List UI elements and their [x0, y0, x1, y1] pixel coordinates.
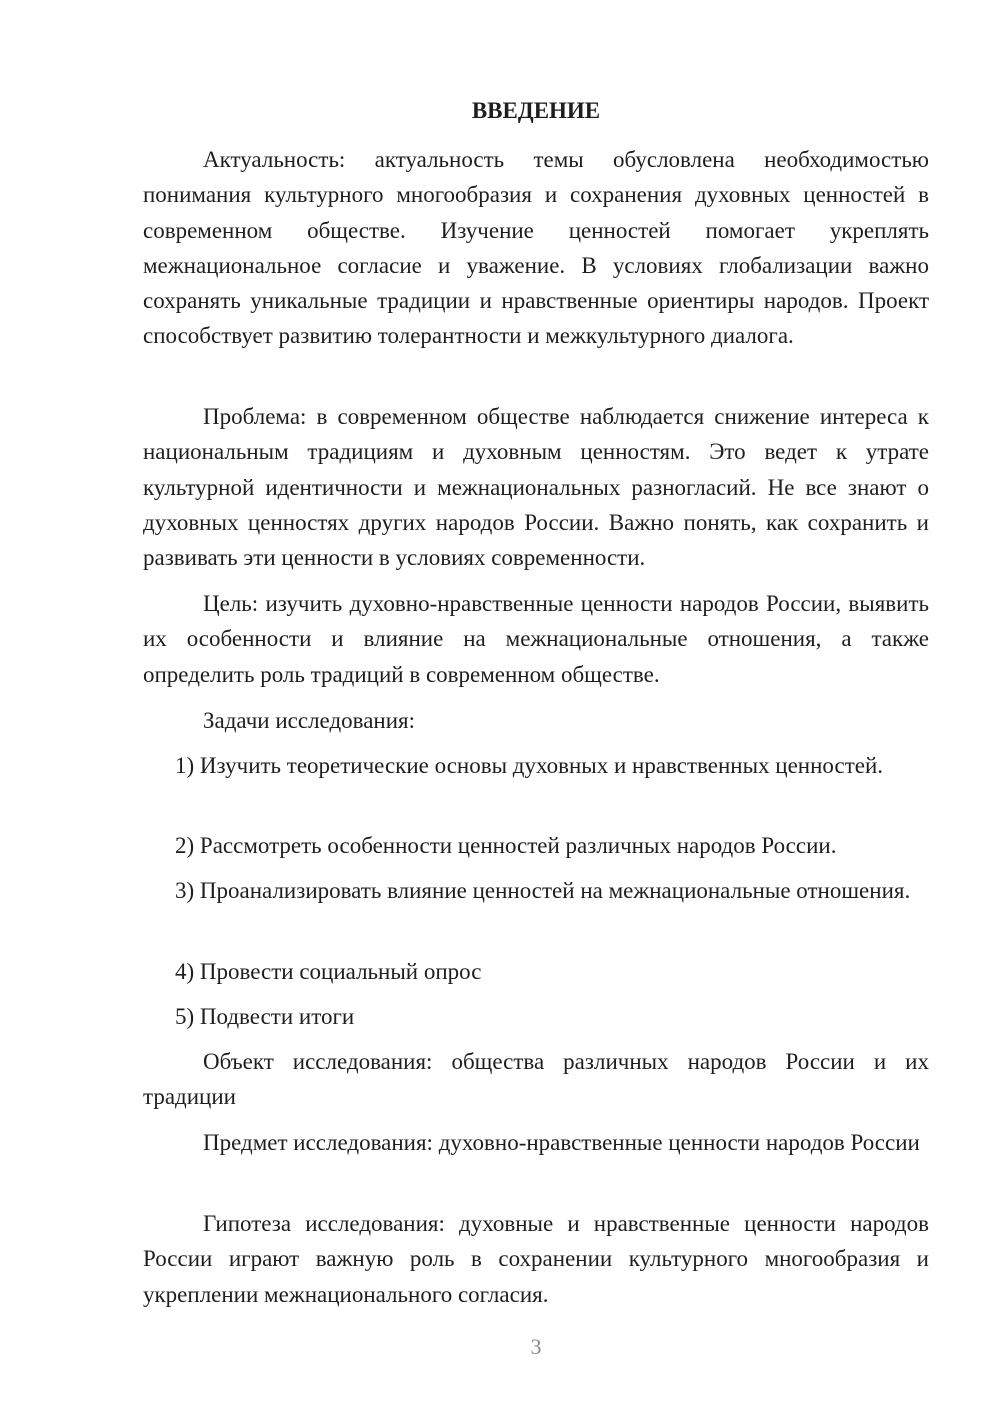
tasks-intro: Задачи исследования: — [203, 708, 416, 733]
task-item-3: 3) Проанализировать влияние ценностей на межнациональные отношения. — [175, 878, 911, 903]
goal-paragraph: Цель: изучить духовно-нравственные ценности народов России, выявить их особенности и влияние на межнациональные отношения, а также определить роль традиций в современном обществе. — [143, 591, 929, 687]
hypothesis-paragraph: Гипотеза исследования: духовные и нравственные ценности народов России играют важную роль в сохранении культурного многообразия и укреплении межнационального согласия. — [143, 1211, 929, 1307]
section-heading: ВВЕДЕНИЕ — [471, 98, 601, 123]
task-item-1: 1) Изучить теоретические основы духовных и нравственных ценностей. — [175, 753, 884, 778]
relevance-paragraph: Актуальность: актуальность темы обусловлена необходимостью понимания культурного многообразия и сохранения духовных ценностей в современном обществе. Изучение ценностей помогает укреплять межнациональное согласие и уважение. В условиях глобализации важно сохранять уникальные традиции и нравственные ориентиры народов. Проект способствует развитию толерантности и межкультурного диалога. — [143, 147, 929, 349]
object-paragraph: Объект исследования: общества различных народов России и их традиции — [143, 1049, 929, 1110]
problem-paragraph: Проблема: в современном обществе наблюдается снижение интереса к национальным традициям и духовным ценностям. Это ведет к утрате культурной идентичности и межнациональных разногласий. Не все знают о духовных ценностях других народов России. Важно понять, как сохранить и развивать эти ценности в условиях современности. — [143, 404, 929, 571]
subject-paragraph: Предмет исследования: духовно-нравственные ценности народов России — [203, 1130, 920, 1155]
page-number: 3 — [530, 1334, 542, 1359]
task-item-5: 5) Подвести итоги — [175, 1004, 355, 1029]
task-item-4: 4) Провести социальный опрос — [175, 959, 482, 984]
task-item-2: 2) Рассмотреть особенности ценностей различных народов России. — [175, 833, 837, 858]
